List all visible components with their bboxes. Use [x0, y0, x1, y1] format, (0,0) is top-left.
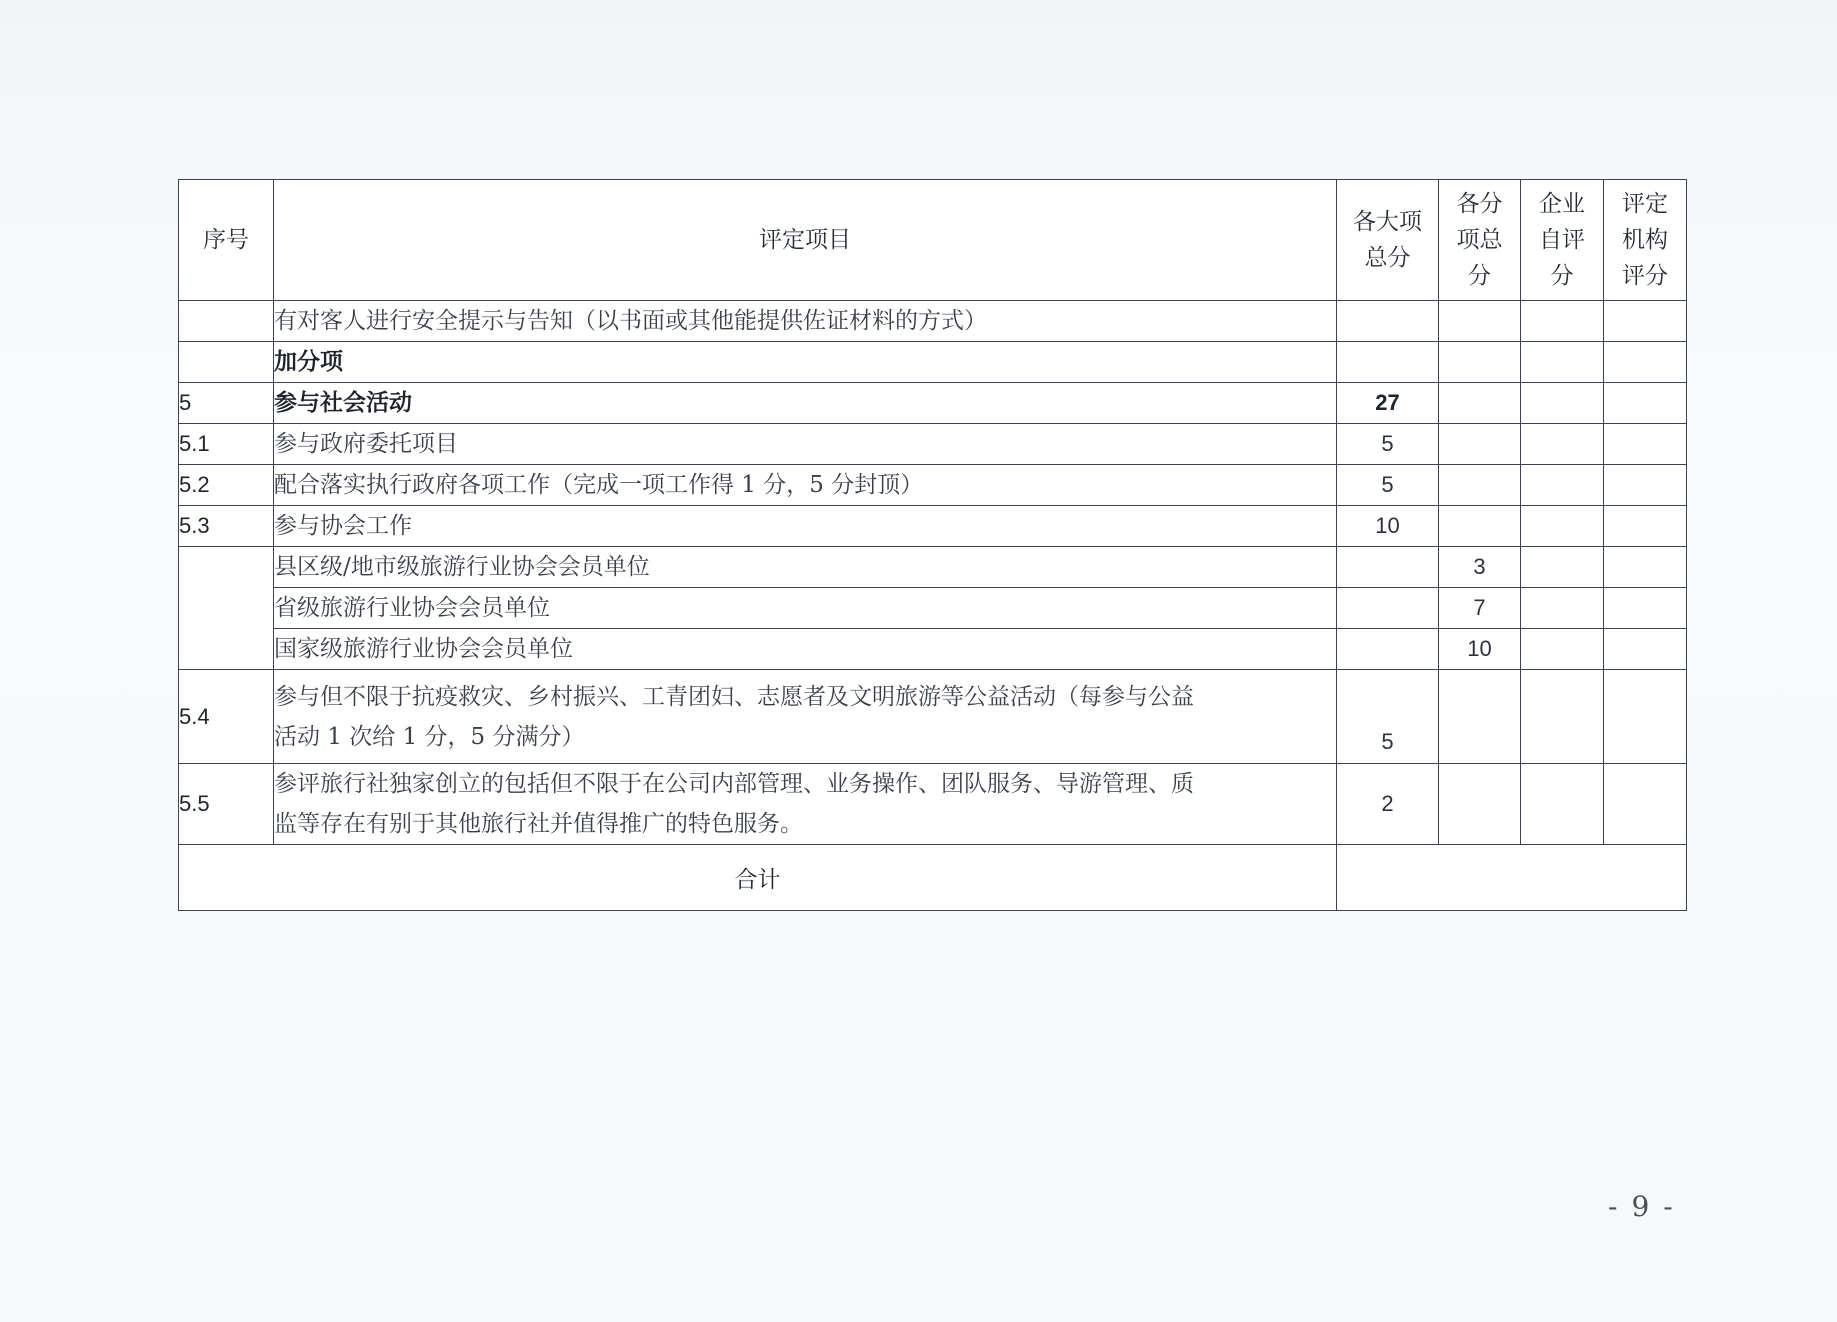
table-row — [179, 342, 1687, 383]
evaluation-table — [178, 179, 1687, 911]
total-row — [179, 845, 1687, 911]
header-no: 序号 — [179, 180, 274, 301]
row-no — [179, 547, 274, 670]
row-agency-score-cell[interactable] — [1604, 301, 1687, 342]
row-major-score — [1337, 547, 1439, 588]
row-major-score: 27 — [1337, 383, 1439, 424]
header-item: 评定项目 — [274, 180, 1337, 301]
row-self-score-cell[interactable] — [1521, 670, 1604, 764]
row-item: 参评旅行社独家创立的包括但不限于在公司内部管理、业务操作、团队服务、导游管理、质 监等存在有别于其他旅行社并值得推广的特色服务。 — [274, 764, 1337, 845]
header-major-total: 各大项 总分 — [1337, 180, 1439, 301]
row-major-score: 5 — [1337, 670, 1439, 764]
row-agency-score-cell[interactable] — [1604, 383, 1687, 424]
row-item: 县区级/地市级旅游行业协会会员单位 — [274, 547, 1337, 588]
row-item: 加分项 — [274, 342, 1337, 383]
row-major-score: 10 — [1337, 506, 1439, 547]
row-no: 5 — [179, 383, 274, 424]
row-item: 配合落实执行政府各项工作（完成一项工作得 1 分，5 分封顶） — [274, 465, 1337, 506]
row-sub-score — [1439, 764, 1521, 845]
row-sub-score — [1439, 465, 1521, 506]
row-agency-score-cell[interactable] — [1604, 547, 1687, 588]
row-major-score — [1337, 301, 1439, 342]
table-row — [179, 547, 1687, 588]
row-self-score-cell[interactable] — [1521, 547, 1604, 588]
row-sub-score: 3 — [1439, 547, 1521, 588]
row-self-score-cell[interactable] — [1521, 764, 1604, 845]
table-row — [179, 424, 1687, 465]
row-self-score-cell[interactable] — [1521, 383, 1604, 424]
row-major-score — [1337, 629, 1439, 670]
row-sub-score — [1439, 424, 1521, 465]
row-major-score: 2 — [1337, 764, 1439, 845]
row-no — [179, 342, 274, 383]
row-no: 5.5 — [179, 764, 274, 845]
row-no: 5.3 — [179, 506, 274, 547]
row-agency-score-cell[interactable] — [1604, 424, 1687, 465]
table-row — [179, 670, 1687, 764]
page-number: -9- — [1608, 1190, 1687, 1223]
row-sub-score: 7 — [1439, 588, 1521, 629]
row-major-score: 5 — [1337, 424, 1439, 465]
row-no: 5.4 — [179, 670, 274, 764]
row-self-score-cell[interactable] — [1521, 301, 1604, 342]
row-item: 有对客人进行安全提示与告知（以书面或其他能提供佐证材料的方式） — [274, 301, 1337, 342]
row-agency-score-cell[interactable] — [1604, 588, 1687, 629]
row-item: 参与协会工作 — [274, 506, 1337, 547]
row-no — [179, 301, 274, 342]
table-row — [179, 301, 1687, 342]
row-agency-score-cell[interactable] — [1604, 342, 1687, 383]
row-sub-score — [1439, 670, 1521, 764]
row-sub-score — [1439, 301, 1521, 342]
row-item: 国家级旅游行业协会会员单位 — [274, 629, 1337, 670]
table-row — [179, 588, 1687, 629]
table-row — [179, 383, 1687, 424]
row-self-score-cell[interactable] — [1521, 424, 1604, 465]
row-major-score — [1337, 588, 1439, 629]
row-agency-score-cell[interactable] — [1604, 764, 1687, 845]
table-row — [179, 764, 1687, 845]
row-sub-score — [1439, 383, 1521, 424]
table-row — [179, 465, 1687, 506]
row-self-score-cell[interactable] — [1521, 465, 1604, 506]
row-item: 参与社会活动 — [274, 383, 1337, 424]
row-self-score-cell[interactable] — [1521, 629, 1604, 670]
row-item: 参与但不限于抗疫救灾、乡村振兴、工青团妇、志愿者及文明旅游等公益活动（每参与公益 活动 1 次给 1 分，5 分满分） — [274, 670, 1337, 764]
row-major-score: 5 — [1337, 465, 1439, 506]
row-self-score-cell[interactable] — [1521, 588, 1604, 629]
header-row — [179, 180, 1687, 301]
header-agency-score: 评定 机构 评分 — [1604, 180, 1687, 301]
total-label: 合计 — [179, 845, 1337, 911]
row-sub-score — [1439, 506, 1521, 547]
row-agency-score-cell[interactable] — [1604, 506, 1687, 547]
table-row — [179, 506, 1687, 547]
header-sub-total: 各分 项总 分 — [1439, 180, 1521, 301]
row-major-score — [1337, 342, 1439, 383]
row-no: 5.1 — [179, 424, 274, 465]
row-no: 5.2 — [179, 465, 274, 506]
row-agency-score-cell[interactable] — [1604, 629, 1687, 670]
row-sub-score: 10 — [1439, 629, 1521, 670]
row-sub-score — [1439, 342, 1521, 383]
row-item: 省级旅游行业协会会员单位 — [274, 588, 1337, 629]
row-item: 参与政府委托项目 — [274, 424, 1337, 465]
row-agency-score-cell[interactable] — [1604, 670, 1687, 764]
total-value-cell[interactable] — [1337, 845, 1687, 911]
row-self-score-cell[interactable] — [1521, 342, 1604, 383]
row-agency-score-cell[interactable] — [1604, 465, 1687, 506]
row-self-score-cell[interactable] — [1521, 506, 1604, 547]
table-row — [179, 629, 1687, 670]
header-self-score: 企业 自评 分 — [1521, 180, 1604, 301]
